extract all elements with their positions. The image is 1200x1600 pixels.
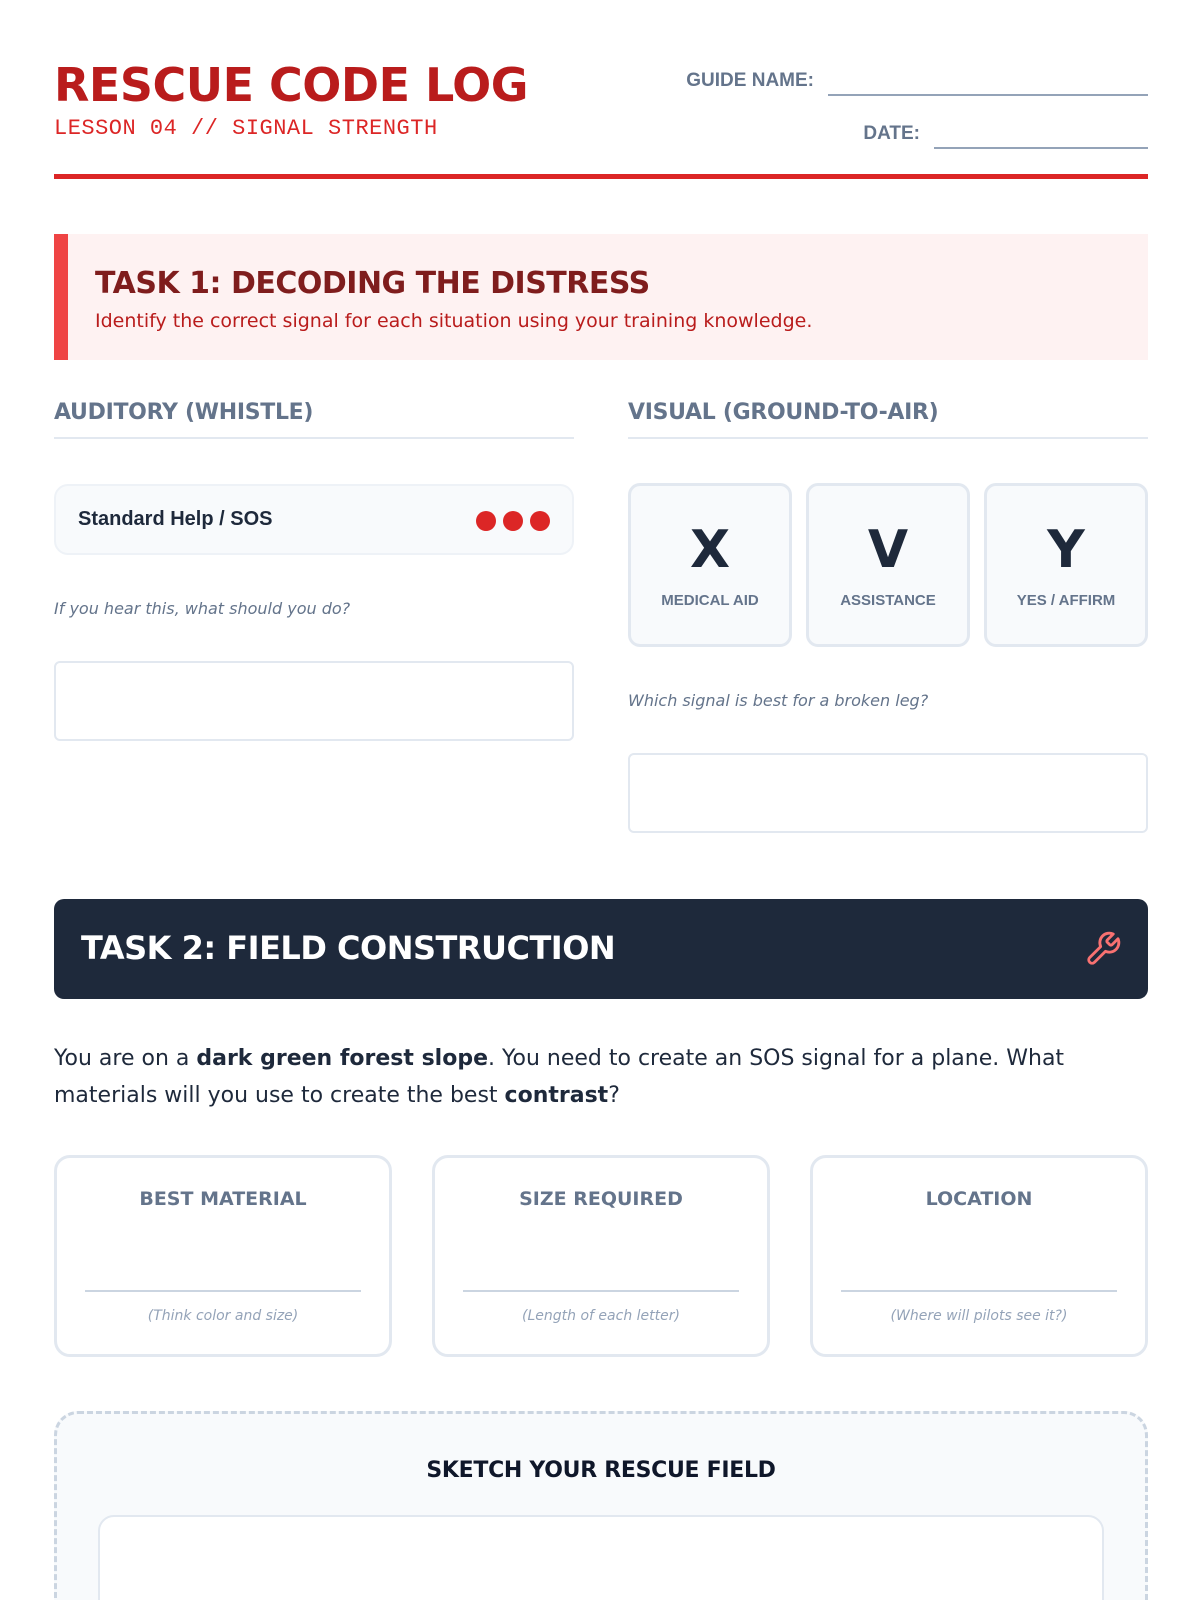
task1-title: TASK 1: DECODING THE DISTRESS bbox=[95, 266, 650, 301]
task1-description: Identify the correct signal for each situation using your training knowledge. bbox=[95, 310, 813, 332]
auditory-prompt: If you hear this, what should you do? bbox=[54, 599, 351, 618]
guide-name-row bbox=[686, 62, 1148, 96]
field-title: SIZE REQUIRED bbox=[519, 1188, 683, 1210]
visual-answer-field[interactable] bbox=[628, 753, 1148, 833]
guide-name-field[interactable] bbox=[828, 62, 1148, 96]
whistle-sos-label: Standard Help / SOS bbox=[78, 508, 273, 530]
signal-card-v bbox=[806, 483, 970, 647]
best-material-card bbox=[54, 1155, 392, 1357]
whistle-dot bbox=[530, 511, 550, 531]
task2-instructions bbox=[54, 1040, 1148, 1114]
worksheet-header bbox=[54, 58, 1148, 182]
field-hint: (Think color and size) bbox=[147, 1308, 299, 1324]
visual-heading: VISUAL (GROUND-TO-AIR) bbox=[628, 400, 1148, 439]
signal-card-x bbox=[628, 483, 792, 647]
whistle-dot bbox=[503, 511, 523, 531]
date-field[interactable] bbox=[934, 115, 1148, 149]
whistle-blast-dots bbox=[476, 511, 550, 531]
location-card bbox=[810, 1155, 1148, 1357]
signal-letter: X bbox=[689, 520, 731, 580]
date-row bbox=[863, 115, 1148, 149]
wrench-icon bbox=[1084, 930, 1122, 968]
task2-banner bbox=[54, 899, 1148, 999]
auditory-heading: AUDITORY (WHISTLE) bbox=[54, 400, 574, 439]
task2-title: TASK 2: FIELD CONSTRUCTION bbox=[81, 929, 616, 967]
sketch-section bbox=[54, 1411, 1148, 1600]
visual-prompt: Which signal is best for a broken leg? bbox=[628, 691, 929, 710]
sketch-area[interactable] bbox=[98, 1515, 1104, 1600]
signal-letter: V bbox=[867, 520, 909, 580]
instruction-emphasis: contrast bbox=[504, 1083, 609, 1108]
field-title: LOCATION bbox=[925, 1188, 1033, 1210]
instruction-text: ? bbox=[608, 1083, 620, 1108]
field-hint: (Length of each letter) bbox=[522, 1308, 680, 1324]
task1-banner bbox=[54, 234, 1148, 360]
signal-letter: Y bbox=[1047, 520, 1085, 580]
date-label: DATE: bbox=[863, 123, 920, 144]
field-title: BEST MATERIAL bbox=[139, 1188, 307, 1210]
instruction-emphasis: dark green forest slope bbox=[196, 1046, 488, 1071]
field-hint: (Where will pilots see it?) bbox=[890, 1308, 1068, 1324]
lesson-subtitle: LESSON 04 // SIGNAL STRENGTH bbox=[54, 116, 438, 141]
size-required-card bbox=[432, 1155, 770, 1357]
header-divider bbox=[54, 174, 1148, 179]
instruction-text: You are on a bbox=[54, 1046, 197, 1071]
location-field[interactable] bbox=[841, 1290, 1117, 1292]
best-material-field[interactable] bbox=[85, 1290, 361, 1292]
signal-meaning: MEDICAL AID bbox=[661, 592, 759, 609]
instruction-text: . You need to create an SOS signal for a plane. What materials will you use to create the best bbox=[54, 1046, 1065, 1108]
sketch-title: SKETCH YOUR RESCUE FIELD bbox=[426, 1458, 776, 1483]
signal-card-y bbox=[984, 483, 1148, 647]
page-title: RESCUE CODE LOG bbox=[54, 58, 529, 112]
whistle-dot bbox=[476, 511, 496, 531]
guide-name-label: GUIDE NAME: bbox=[686, 70, 814, 91]
auditory-answer-field[interactable] bbox=[54, 661, 574, 741]
whistle-sos-card bbox=[54, 484, 574, 555]
size-required-field[interactable] bbox=[463, 1290, 739, 1292]
signal-meaning: YES / AFFIRM bbox=[1016, 592, 1116, 609]
signal-meaning: ASSISTANCE bbox=[840, 592, 936, 609]
